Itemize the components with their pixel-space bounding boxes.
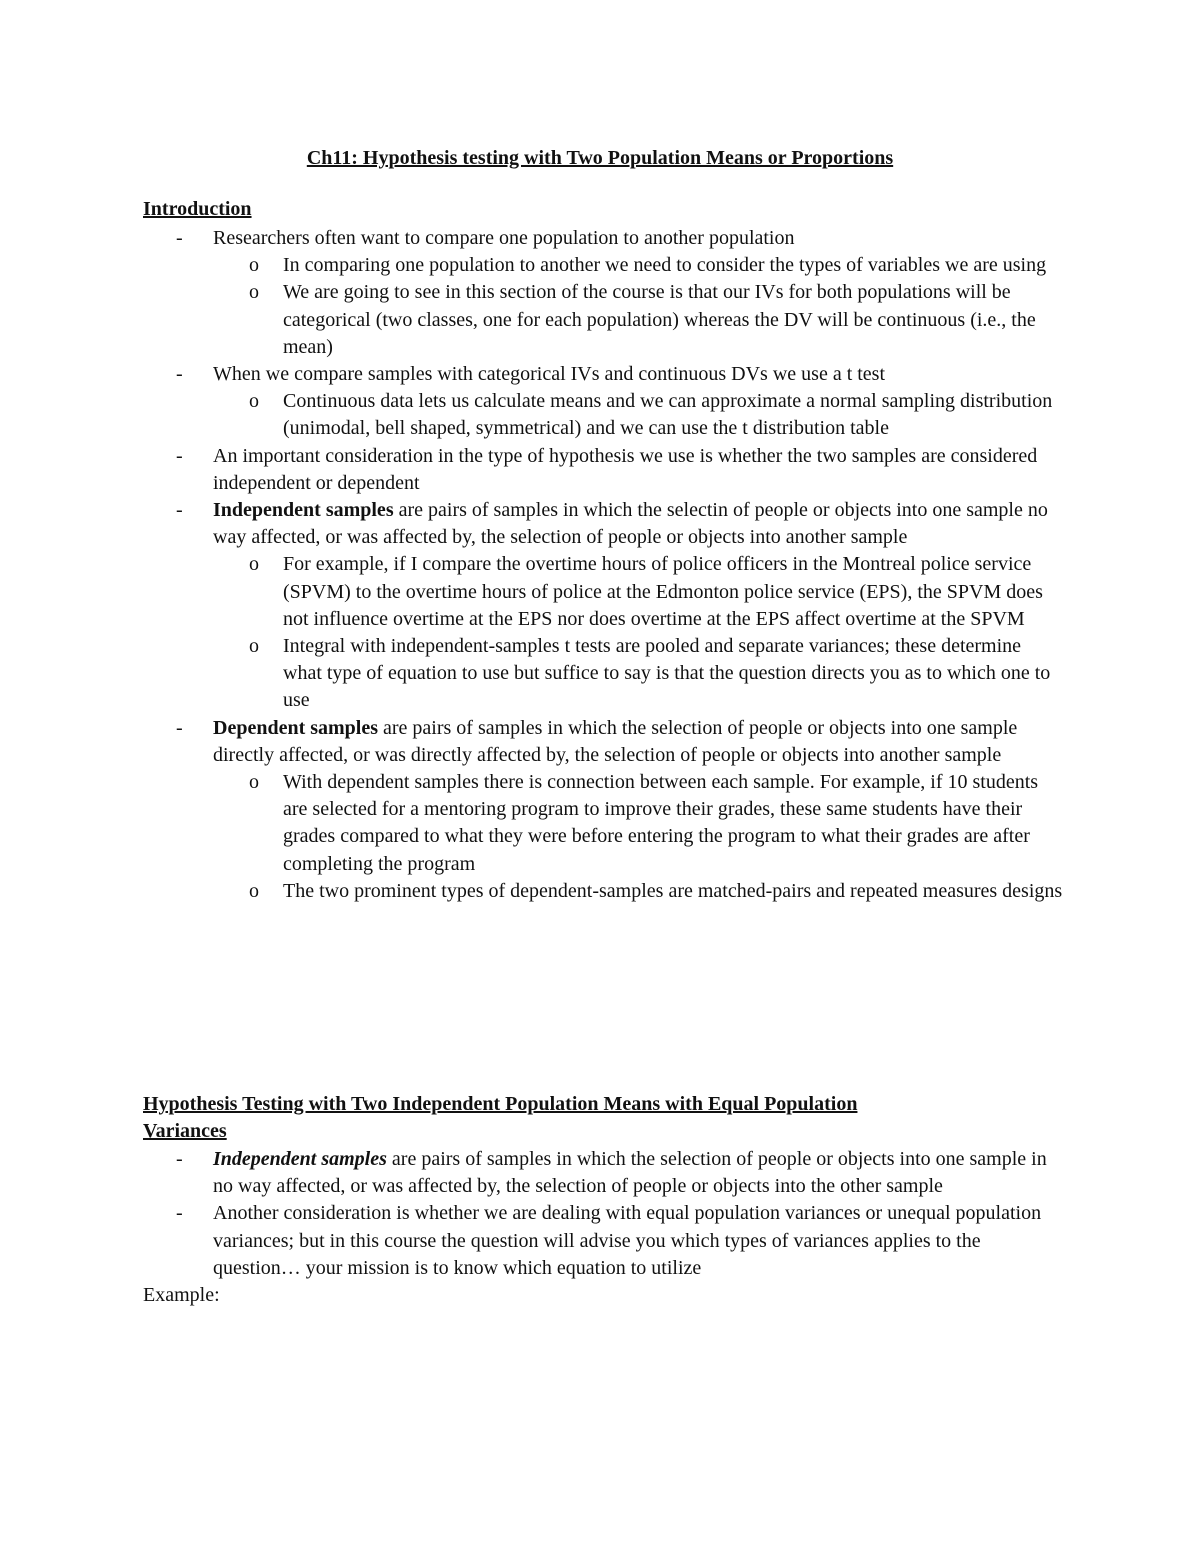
bullet-item: - Independent samples are pairs of samples in which the selectin of people or objects into one sample no way affected, or was affected by, the selection of people or objects into another sample [176,499,1048,549]
term-independent-samples: Independent samples [213,499,394,522]
example-label: Example: [143,1284,220,1307]
document-title: Ch11: Hypothesis testing with Two Population Means or Proportions [306,147,894,169]
sub-bullet-item: o For example, if I compare the overtime hours of police officers in the Montreal police service (SPVM) to the overtime hours of police at the Edmonton police service (EPS), the SPVM does not influence overtime at the EPS nor does overtime at the EPS affect overtime at the SPVM [249,553,1043,630]
bullet-item: - Dependent samples are pairs of samples in which the selection of people or objects into one sample directly affected, or was directly affected by, the selection of people or objects into another sample [176,716,1018,766]
bullet-item: - Another consideration is whether we are dealing with equal population variances or unequal population variances; but in this course the question will advise you which types of variances applies to the question… your mission is to know which equation to utilize [176,1202,1042,1279]
term-dependent-samples: Dependent samples [213,716,379,739]
circle-marker: o [249,879,259,902]
introduction-list [0,225,1200,905]
dash-marker: - [176,499,183,522]
sub-bullet-item: o We are going to see in this section of the course is that our IVs for both populations will be categorical (two classes, one for each population) whereas the DV will be continuous (i.e., the mean) [249,281,1036,358]
dash-marker: - [176,363,183,386]
section-heading-hypothesis-testing: Hypothesis Testing with Two Independent Population Means with Equal Population Variances [143,1093,858,1143]
circle-marker: o [249,553,259,576]
circle-marker: o [249,771,259,794]
bullet-item: - When we compare samples with categorical IVs and continuous DVs we use a t test [0,361,1063,388]
bullet-item: - Independent samples are pairs of samples in which the selection of people or objects into one sample in no way affected, or was affected by, the selection of people or objects into the other sample [176,1148,1047,1198]
dash-marker: - [176,716,183,739]
circle-marker: o [249,390,259,413]
dash-marker: - [176,1202,183,1225]
hypothesis-testing-list [0,1146,1200,1309]
circle-marker: o [249,254,259,277]
sub-bullet-item: o Integral with independent-samples t tests are pooled and separate variances; these determine what type of equation to use but suffice to say is that the question directs you as to which one to use [249,635,1051,712]
sub-bullet-item: o Continuous data lets us calculate means and we can approximate a normal sampling distribution (unimodal, bell shaped, symmetrical) and we can use the t distribution table [249,390,1053,440]
dash-marker: - [176,227,183,249]
section-heading-introduction: Introduction [143,198,252,220]
bullet-item: - Researchers often want to compare one population to another population [0,225,1063,252]
circle-marker: o [249,281,259,304]
dash-marker: - [176,1148,183,1170]
bullet-item: - An important consideration in the type of hypothesis we use is whether the two samples are considered independent or dependent [176,444,1038,494]
sub-bullet-item: o In comparing one population to another we need to consider the types of variables we are using [0,252,1063,279]
term-independent-samples: Independent samples [213,1148,387,1170]
dash-marker: - [176,444,183,467]
circle-marker: o [249,635,259,658]
sub-bullet-item: o With dependent samples there is connection between each sample. For example, if 10 students are selected for a mentoring program to improve their grades, these same students have their grades compared to what they were before entering the program to what their grades are after completing the program [249,771,1039,875]
sub-bullet-item: o The two prominent types of dependent-samples are matched-pairs and repeated measures designs [0,878,1063,905]
